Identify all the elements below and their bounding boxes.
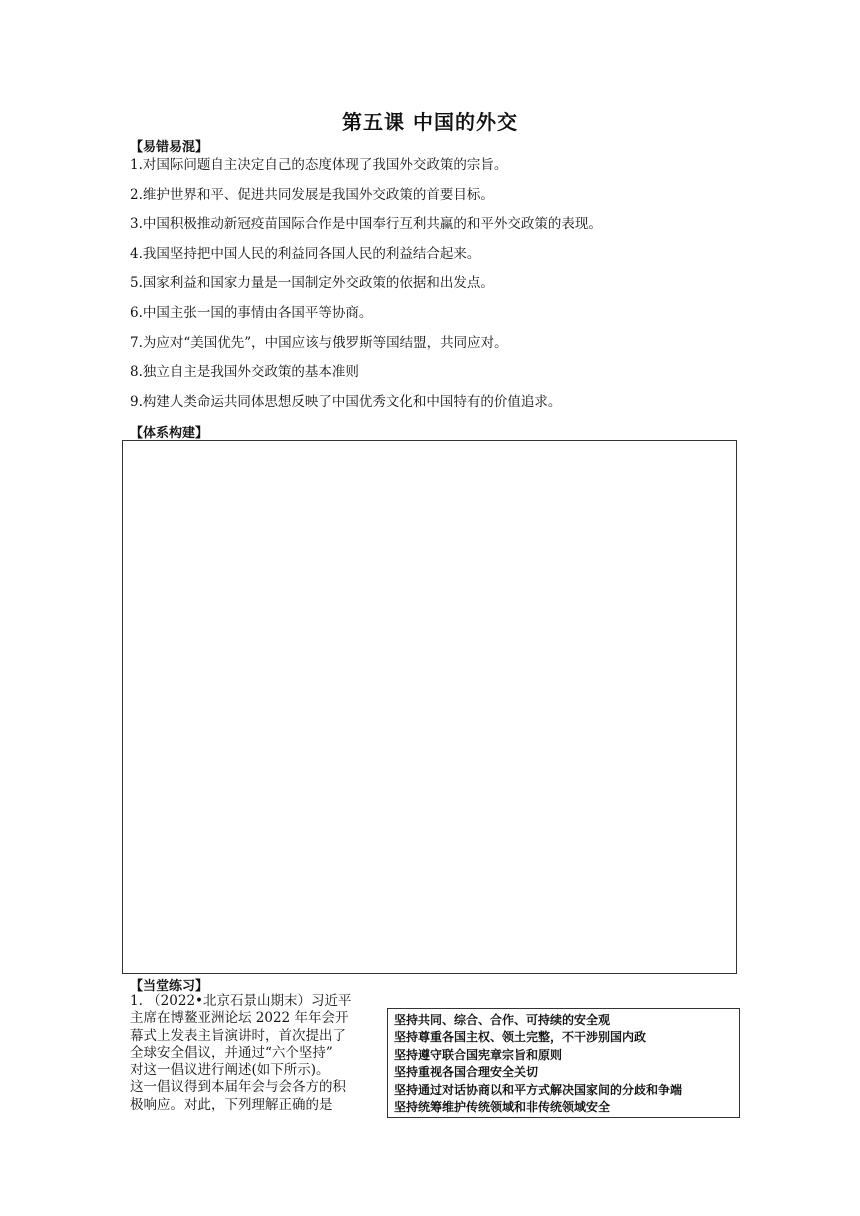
question-line: 主席在博鳌亚洲论坛 2022 年年会开 bbox=[130, 1010, 349, 1027]
question-line: 极响应。对此，下列理解正确的是 bbox=[130, 1096, 333, 1113]
page-title: 第五课 中国的外交 bbox=[342, 110, 518, 134]
section-heading-system: 【体系构建】 bbox=[130, 426, 209, 441]
system-diagram-box bbox=[122, 440, 737, 974]
section-heading-practice: 【当堂练习】 bbox=[130, 979, 209, 994]
list-item: 2.维护世界和平、促进共同发展是我国外交政策的首要目标。 bbox=[130, 186, 494, 203]
question-line: 全球安全倡议，并通过“六个坚持” bbox=[130, 1044, 333, 1061]
list-item: 1.对国际问题自主决定自己的态度体现了我国外交政策的宗旨。 bbox=[130, 157, 508, 173]
list-item: 6.中国主张一国的事情由各国平等协商。 bbox=[130, 304, 373, 321]
list-item: 7.为应对“美国优先”，中国应该与俄罗斯等国结盟，共同应对。 bbox=[130, 334, 508, 351]
error-items-list bbox=[130, 156, 750, 422]
quote-line: 坚持通过对话协商以和平方式解决国家间的分歧和争端 bbox=[394, 1082, 683, 1097]
quote-line: 坚持遵守联合国宪章宗旨和原则 bbox=[394, 1047, 563, 1062]
section-heading-errors: 【易错易混】 bbox=[130, 140, 209, 155]
list-item: 8.独立自主是我国外交政策的基本准则 bbox=[130, 364, 359, 381]
list-item: 4.我国坚持把中国人民的利益同各国人民的利益结合起来。 bbox=[130, 245, 481, 262]
list-item: 9.构建人类命运共同体思想反映了中国优秀文化和中国特有的价值追求。 bbox=[130, 393, 562, 410]
quote-line: 坚持尊重各国主权、领土完整，不干涉别国内政 bbox=[394, 1030, 647, 1045]
quote-line: 坚持统筹维护传统领域和非传统领域安全 bbox=[394, 1100, 611, 1115]
question-line: 1. （2022•北京石景山期末）习近平 bbox=[130, 993, 352, 1009]
question-line: 这一倡议得到本届年会与会各方的积 bbox=[130, 1079, 346, 1096]
question-line: 幕式上发表主旨演讲时，首次提出了 bbox=[130, 1027, 346, 1044]
quote-line: 坚持重视各国合理安全关切 bbox=[394, 1065, 539, 1080]
quote-line: 坚持共同、综合、合作、可持续的安全观 bbox=[394, 1013, 611, 1027]
list-item: 3.中国积极推动新冠疫苗国际合作是中国奉行互利共赢的和平外交政策的表现。 bbox=[130, 216, 602, 233]
question-line: 对这一倡议进行阐述(如下所示)。 bbox=[130, 1062, 330, 1079]
list-item: 5.国家利益和国家力量是一国制定外交政策的依据和出发点。 bbox=[130, 275, 494, 292]
question-text bbox=[130, 993, 375, 1114]
six-persistences-box bbox=[387, 1008, 740, 1118]
